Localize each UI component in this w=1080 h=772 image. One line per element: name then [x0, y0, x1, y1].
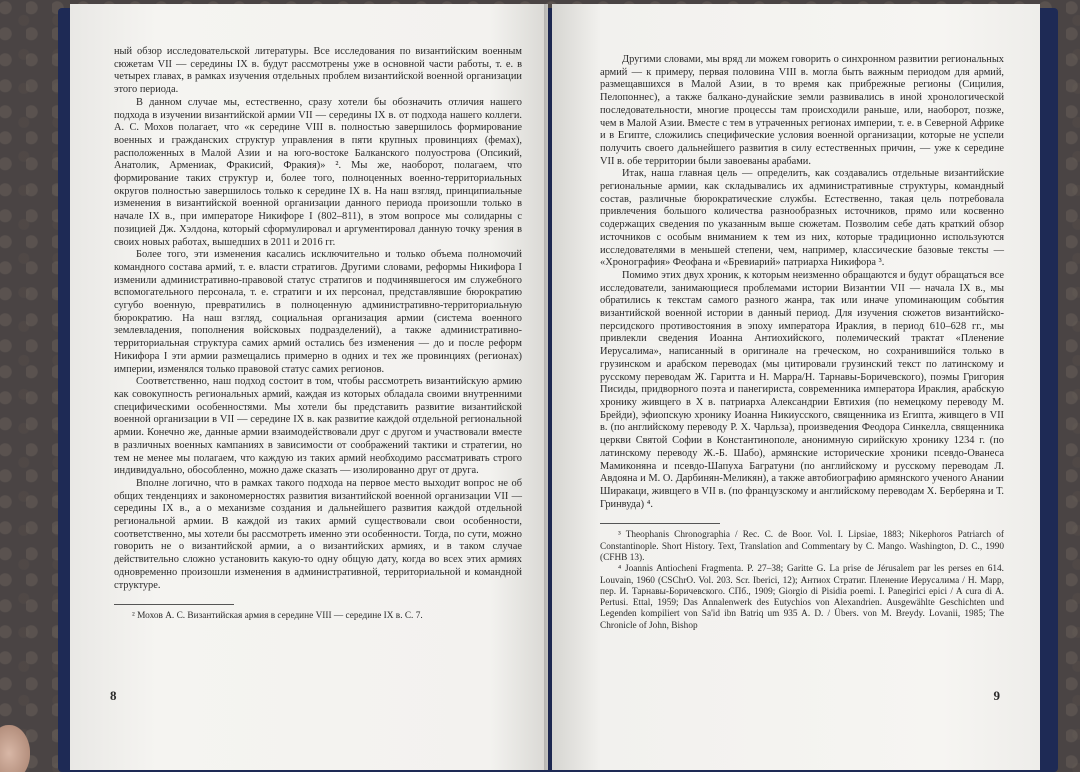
- right-page-body: [600, 54, 1004, 511]
- page-number: 8: [110, 688, 117, 703]
- finger: [0, 725, 30, 772]
- left-page: [70, 4, 548, 770]
- paragraph: Более того, эти изменения касались исключительно и только объема полномочий командного состава армий, т. е. власти стратигов. Другими словами, реформы Никифора I изменили административно-правовой статус стратигов и подчинявшегося им служебного вспомогательного персонала, т. е. стратиги и их персонал, представлявшие бюрократию сугубо военную, превратились в полноценную административно-территориальную бюрократию. На наш взгляд, социальная организация армии (система военного землевладения, пополнения войсковых подразделений), а также административно-территориальная структура самих армий остались без изменения — до и после реформ Никифора I эти армии размещались примерно в одних и тех же провинциях (регионах) империи, изменялся только правовой статус самих регионов.: [114, 249, 522, 375]
- paragraph: Итак, наша главная цель — определить, как создавались отдельные византийские региональные армии, как складывались их административные структуры, командный состав, различные бюрократические службы. Естественно, такая цель потребовала привлечения большого количества разнообразных источников, прямо или косвенно содержащих сведения по указанным выше сюжетам. Позволим себе дать краткий обзор источников с особым вниманием к тем из них, которые традиционно используются исследователями в меньшей степени, чем, например, классические базовые тексты — «Хронография» Феофана и «Бревиарий» патриарха Никифора ³.: [600, 168, 1004, 269]
- footnote: ³ Theophanis Chronographia / Rec. C. de Boor. Vol. I. Lipsiae, 1883; Nikephoros Patriarch of Constantinople. Short History. Text, Translation and Commentary by C. Mango. Washington, D. C., 1990 (CFHB 13).: [600, 530, 1004, 563]
- footnote-divider: [114, 604, 234, 605]
- paragraph: ный обзор исследовательской литературы. Все исследования по византийским военным сюжетам VII — середины IX в. будут рассмотрены уже в основной части работы, т. е. в четырех главах, в рамках изучения отдельных проблем византийской военной организации этого периода.: [114, 46, 522, 96]
- left-footnotes: [114, 611, 522, 622]
- right-page: [552, 4, 1040, 770]
- footnote: ² Мохов А. С. Византийская армия в середине VIII — середине IX в. С. 7.: [132, 611, 423, 622]
- footnote-divider: [600, 523, 720, 524]
- right-footnotes: [600, 530, 1004, 632]
- footnote: ⁴ Joannis Antiocheni Fragmenta. P. 27–38; Garitte G. La prise de Jérusalem par les perses en 614. Louvain, 1960 (CSChrO. Vol. 203. Scr. Iberici, 12); Антиох Стратиг. Пленение Иерусалима / Н. Марр, пер. И. Тарнавы-Боричевского. СПб., 1909; Giorgio di Pisidia poemi. I. Panegirici epici / A cura di A. Pertusi. Ettal, 1959; Das Annalenwerk des Eutychios von Alexandrien. Ausgewählte Geschichten und Legenden kompiliert von Sa'id ibn Batriq um 935 A. D. / Übers. von M. Breydy. Lovanii, 1985; The Chronicle of John, Bishop: [600, 564, 1004, 631]
- paragraph: Другими словами, мы вряд ли можем говорить о синхронном развитии региональных армий — к примеру, первая половина VIII в. могла быть важным периодом для армий, размещавшихся в Малой Азии, в то время как прибрежные регионы (Сицилия, Пелопоннес), а также балкано-дунайские земли развивались в иной хронологической последовательности, многие процессы там происходили раньше, или, наоборот, позже, чем в Малой Азии. Вместе с тем в утраченных регионах империи, т. е. в Северной Африке и в Египте, сложились специфические условия военной организации, которые не успели получить своего дальнейшего развития в силу естественных причин, — уже к середине VII в. обе территории были завоеваны арабами.: [600, 54, 1004, 167]
- paragraph: В данном случае мы, естественно, сразу хотели бы обозначить отличия нашего подхода в изучении византийской армии VII — середины IX в. от подхода нашего коллеги. А. С. Мохов полагает, что «к середине VIII в. полностью завершилось формирование военных и гражданских структур управления в пяти крупных провинциях (фемах), расположенных в Малой Азии и на юго-востоке Балканского полуострова (Опсикий, Анатолик, Армениак, Фракисий, Фракия)» ². Мы же, наоборот, полагаем, что формирование таких структур и, более того, полноценных военно-территориальных округов полностью завершилось только к середине IX в. На наш взгляд, принципиальные изменения в византийской военной организации данного периода произошли только в начале IX в., при императоре Никифоре I (802–811), в этом вопросе мы солидарны с позицией Дж. Хэлдона, который сформулировал и аргументировал данную точку зрения в своих новых работах, вышедших в 2011 и 2016 гг.: [114, 96, 522, 248]
- paragraph: Вполне логично, что в рамках такого подхода на первое место выходит вопрос не об общих тенденциях и закономерностях развития византийской военной организации VII — середины IX в., а о механизме создания и дальнейшего развития каждой отдельной региональной армии. В каждой из таких армий существовали свои особенности, соответственно, мы хотели бы рассмотреть именно эти особенности. Тогда, по сути, можно говорить не о византийской армии, а о византийских армиях, и в таком случае действительно сложно установить какую-то одну общую дату, когда во всех этих армиях одновременно произошли изменения в административной, территориальной и командной структуре.: [114, 477, 522, 591]
- left-page-body: [114, 46, 522, 592]
- page-number: 9: [993, 688, 1000, 703]
- paragraph: Помимо этих двух хроник, к которым неизменно обращаются и будут обращаться все исследователи, занимающиеся проблемами истории Византии VII — начала IX в., мы обратились к текстам самого разного жанра, так или иначе упоминающим события византийской военной истории в данный период. Для изучения сюжетов византийско-персидского противостояния в эпоху императора Ираклия, в период 610–628 гг., мы привлекли сведения Иоанна Антиохийского, полемический трактат «Пленение Иерусалима», написанный в оригинале на греческом, но сохранившийся только в грузинском и арабском переводах (мы цитировали грузинский текст по латинскому и русскому переводам Ж. Гаритта и Н. Марра/Н. Тарнавы-Боричевского), поэмы Григория Писиды, придворного поэта и панегириста, современника императора Ираклия, арабскую хронику живщего в X в. патриарха Александрии Евтихия (по немецкому переводу М. Брейди), эфиопскую хронику Иоанна Никиусского, священника из Египта, живщего в VII в. (по английскому переводу Р. Х. Чарльза), произведения Феодора Синкелла, священника церкви Святой Софии в Константинополе, анонимную сирийскую хронику 1234 г. (по латинскому переводу Ж.-Б. Шабо), армянские исторические хроники псевдо-Ованеса Мамиконяна и псевдо-Шапуха Багратуни (по английскому и русскому переводам Л. Авдояна и М. О. Дарбинян-Меликян), а также автобиографию армянского ученого Анании Ширакаци, живщего в VII в. (по французскому и английскому переводам Х. Берберяна и Т. Гринвуда) ⁴.: [600, 269, 1004, 510]
- paragraph: Соответственно, наш подход состоит в том, чтобы рассмотреть византийскую армию как совокупность региональных армий, каждая из которых обладала своими внутренними специфическими особенностями. Мы хотели бы представить развитие византийской военной организации в VII — середине IX в. как развитие каждой отдельной региональной армии. Конечно же, данные армии взаимодействовали друг с другом и участвовали вместе в различных военных кампаниях в зависимости от соображений тактики и стратегии, но тем не менее мы полагаем, что каждую из таких армий необходимо рассматривать строго индивидуально, обособленно, можно даже сказать — изолированно друг от друга.: [114, 376, 522, 477]
